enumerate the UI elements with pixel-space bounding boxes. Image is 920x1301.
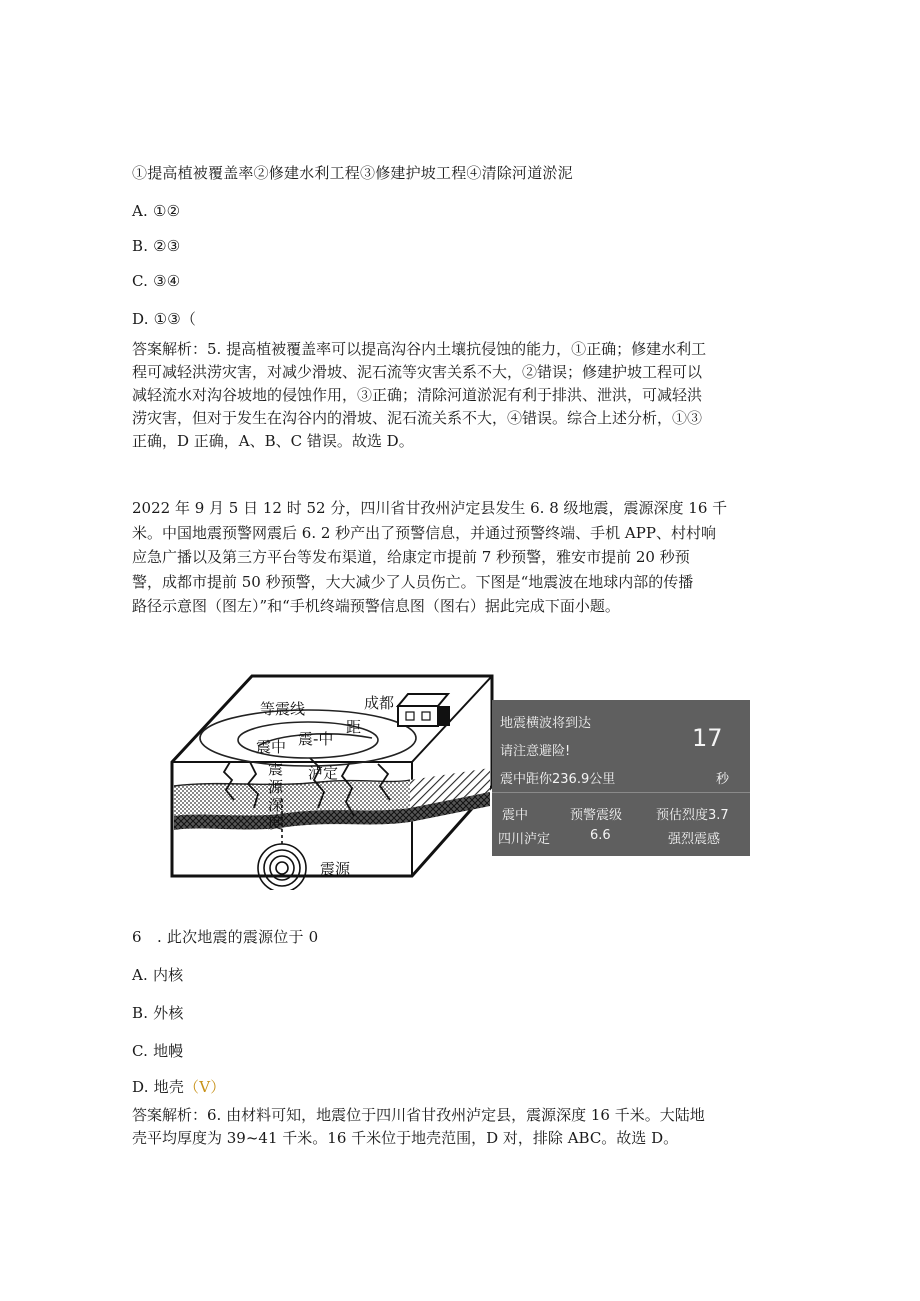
label-depth-char: 震 — [268, 760, 284, 778]
chengdu-house-icon — [398, 694, 450, 726]
material-line: 警，成都市提前 50 秒预警，大大减少了人员伤亡。下图是“地震波在地球内部的传播 — [132, 572, 694, 591]
warning-line-3: 震中距你236.9公里 — [500, 772, 616, 787]
q6-option-d-label: D. 地壳 — [132, 1078, 185, 1096]
countdown-unit: 秒 — [716, 772, 730, 787]
q5-answer-line: 减轻流水对沟谷坡地的侵蚀作用，③正确；清除河道淤泥有利于排洪、泄洪，可减轻洪 — [132, 386, 703, 404]
material-line: 米。中国地震预警网震后 6. 2 秒产出了预警信息，并通过预警终端、手机 APP、村村响 — [132, 523, 716, 542]
countdown-value: 17 — [692, 724, 723, 752]
q6-answer-line: 答案解析：6. 由材料可知，地震位于四川省甘孜州泸定县，震源深度 16 千米。大陆地 — [132, 1106, 705, 1124]
label-luding: 泸定 — [308, 764, 339, 782]
q5-option-a: A. ①② — [132, 202, 181, 220]
q5-option-d: D. ①③（ — [132, 310, 197, 328]
q5-answer-line: 程可减轻洪涝灾害，对减少滑坡、泥石流等灾害关系不大，②错误；修建护坡工程可以 — [132, 363, 703, 381]
label-distance: 震-中 — [298, 730, 334, 748]
val-level: 6.6 — [590, 828, 611, 843]
material-paragraph — [132, 496, 792, 619]
label-depth-char: 源 — [268, 778, 284, 796]
q6-option-a: A. 内核 — [132, 966, 184, 984]
q6-correct-mark: （V） — [184, 1078, 226, 1096]
q6-stem: 6 . 此次地震的震源位于 0 — [132, 928, 319, 946]
q5-items-line: ①提高植被覆盖率②修建水利工程③修建护坡工程④清除河道淤泥 — [132, 164, 573, 182]
q5-answer-line: 答案解析：5. 提高植被覆盖率可以提高沟谷内土壤抗侵蚀的能力，①正确；修建水利工 — [132, 340, 707, 358]
q5-answer-line: 正确，D 正确，A、B、C 错误。故选 D。 — [132, 432, 414, 450]
warning-line-1: 地震横波将到达 — [500, 716, 592, 731]
material-line: 应急广播以及第三方平台等发布渠道，给康定市提前 7 秒预警，雅安市提前 20 秒预 — [132, 548, 690, 566]
q5-answer-line: 涝灾害，但对于发生在沟谷内的滑坡、泥石流关系不大，④错误。综合上述分析，①③ — [132, 409, 703, 427]
material-line: 路径示意图（图左）”和“手机终端预警信息图（图右）据此完成下面小题。 — [132, 597, 620, 615]
q6-option-b: B. 外核 — [132, 1004, 184, 1022]
label-ju: 距 — [346, 718, 362, 736]
phone-warning-panel — [492, 700, 750, 856]
material-line: 2022 年 9 月 5 日 12 时 52 分，四川省甘孜州泸定县发生 6. 8 级地震，震源深度 16 千 — [132, 499, 728, 517]
q6-answer-explanation — [132, 1104, 792, 1150]
q6-option-c: C. 地幔 — [132, 1042, 184, 1060]
val-feel: 强烈震感 — [668, 832, 721, 847]
label-chengdu: 成都 — [364, 694, 395, 712]
warning-line-2: 请注意避险! — [500, 744, 571, 759]
label-depth-char: 深 — [268, 796, 284, 814]
col-intensity: 预估烈度3.7 — [656, 808, 729, 823]
label-epicenter: 震中 — [256, 738, 287, 756]
q5-option-c: C. ③④ — [132, 272, 181, 290]
val-place: 四川泸定 — [498, 832, 551, 847]
q5-answer-explanation — [132, 338, 792, 453]
panel-divider — [492, 792, 750, 793]
q6-option-d — [132, 1078, 225, 1096]
col-epicenter: 震中 — [502, 808, 529, 823]
label-hypocenter: 震源 — [320, 860, 351, 878]
label-depth-char: 度 — [268, 814, 284, 832]
q6-answer-line: 壳平均厚度为 39~41 千米。16 千米位于地壳范围，D 对，排除 ABC。故选 D。 — [132, 1129, 679, 1147]
col-warning-level: 预警震级 — [570, 808, 623, 823]
q5-option-b: B. ②③ — [132, 237, 181, 255]
label-isoseismal: 等震线 — [260, 700, 306, 718]
